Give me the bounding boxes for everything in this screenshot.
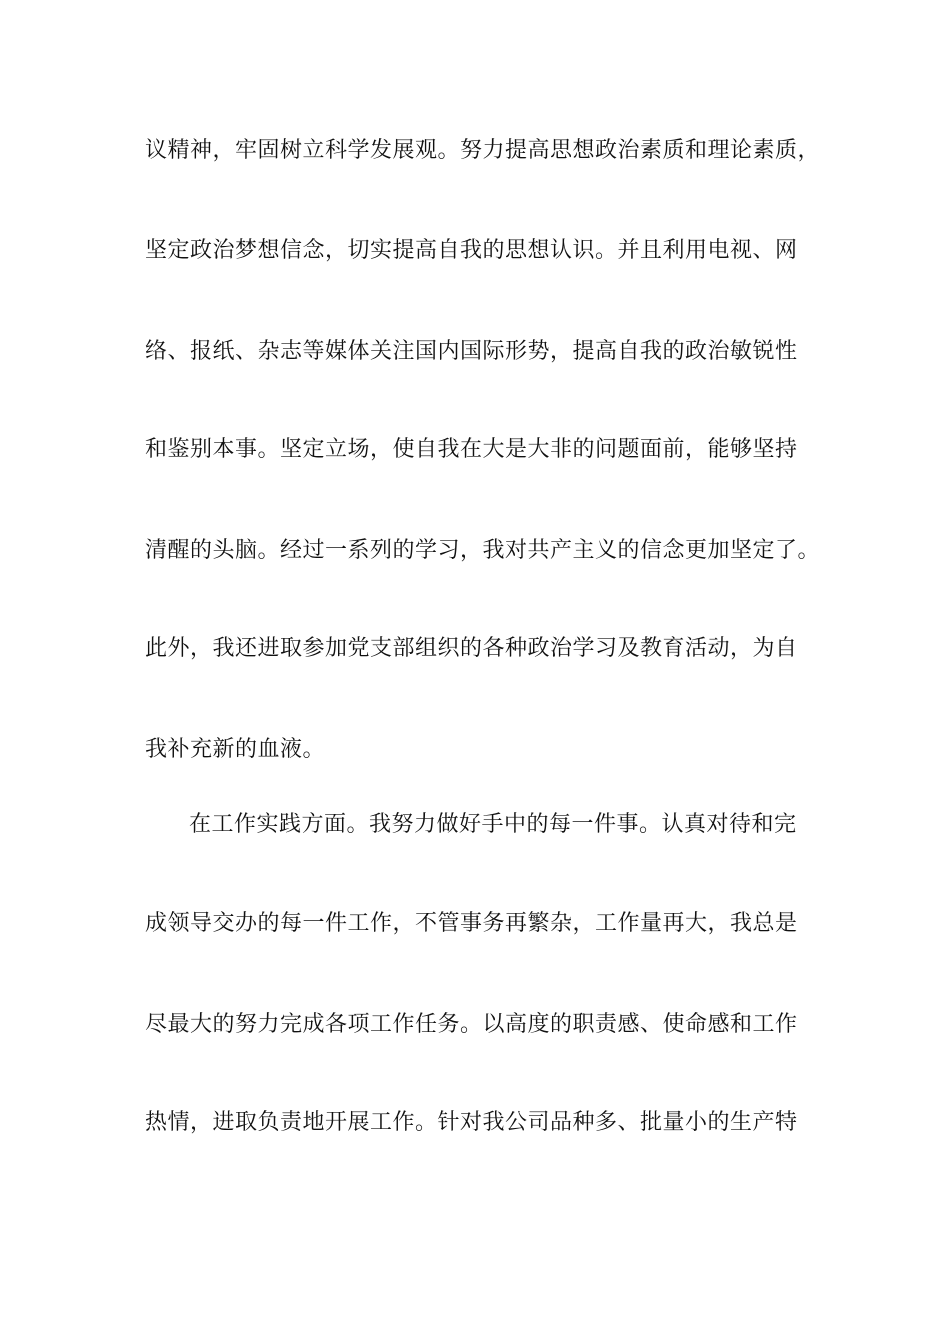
paragraph-line: 热情，进取负责地开展工作。针对我公司品种多、批量小的生产特: [145, 1110, 798, 1135]
paragraph-line: 此外，我还进取参加党支部组织的各种政治学习及教育活动，为自: [145, 636, 798, 661]
paragraph-line: 成领导交办的每一件工作，不管事务再繁杂，工作量再大，我总是: [145, 911, 798, 936]
paragraph-line: 络、报纸、杂志等媒体关注国内国际形势，提高自我的政治敏锐性: [145, 339, 798, 364]
paragraph-line: 议精神，牢固树立科学发展观。努力提高思想政治素质和理论素质，: [145, 138, 821, 163]
paragraph-line: 尽最大的努力完成各项工作任务。以高度的职责感、使命感和工作: [145, 1012, 798, 1037]
paragraph-line: 清醒的头脑。经过一系列的学习，我对共产主义的信念更加坚定了。: [145, 538, 821, 563]
paragraph-line: 我补充新的血液。: [145, 737, 326, 762]
paragraph-line-indented: 在工作实践方面。我努力做好手中的每一件事。认真对待和完: [189, 812, 797, 837]
paragraph-line: 和鉴别本事。坚定立场，使自我在大是大非的问题面前，能够坚持: [145, 437, 798, 462]
paragraph-line: 坚定政治梦想信念，切实提高自我的思想认识。并且利用电视、网: [145, 238, 798, 263]
